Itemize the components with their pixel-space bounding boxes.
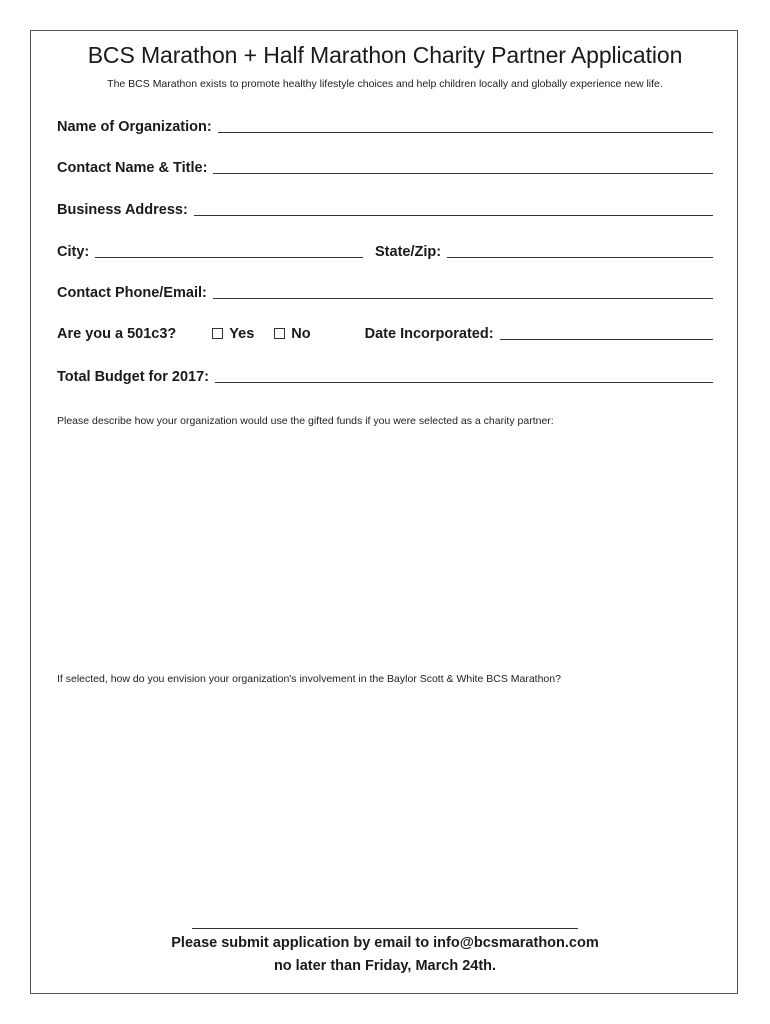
page-title: BCS Marathon + Half Marathon Charity Partner Application — [87, 42, 683, 68]
yes-label: Yes — [229, 326, 255, 342]
submit-instructions-line2: no later than Friday, March 24th. — [273, 958, 497, 974]
total-budget-label: Total Budget for 2017: — [57, 369, 209, 385]
501c3-options — [212, 325, 330, 343]
contact-name-label: Contact Name & Title: — [57, 160, 208, 176]
501c3-label: Are you a 501c3? — [57, 326, 177, 342]
business-address-label: Business Address: — [57, 202, 188, 218]
business-address-row — [57, 197, 713, 219]
total-budget-field[interactable] — [215, 381, 713, 383]
contact-name-row — [57, 155, 713, 177]
page-subtitle: The BCS Marathon exists to promote healthy lifestyle choices and help children locally and globally experience new life. — [107, 78, 663, 90]
state-zip-label: State/Zip: — [375, 244, 442, 260]
yes-checkbox[interactable] — [212, 328, 223, 339]
phone-email-row — [57, 280, 713, 302]
involvement-prompt: If selected, how do you envision your organization's involvement in the Baylor Scott & White BCS Marathon? — [57, 673, 561, 685]
phone-email-field[interactable] — [213, 297, 713, 299]
city-label: City: — [57, 244, 90, 260]
business-address-field[interactable] — [194, 214, 713, 216]
yes-option[interactable] — [212, 325, 254, 343]
funds-use-prompt: Please describe how your organization would use the gifted funds if you were selected as a charity partner: — [57, 415, 554, 427]
no-option[interactable] — [274, 325, 310, 343]
no-label: No — [291, 326, 311, 342]
date-incorporated-field[interactable] — [500, 338, 713, 340]
phone-email-label: Contact Phone/Email: — [57, 285, 207, 301]
contact-name-field[interactable] — [213, 172, 713, 174]
date-incorporated-label: Date Incorporated: — [364, 326, 494, 342]
total-budget-row — [57, 364, 713, 386]
state-zip-field[interactable] — [447, 256, 713, 258]
divider-line — [192, 928, 578, 929]
organization-field[interactable] — [218, 131, 713, 133]
city-state-row — [57, 239, 713, 261]
501c3-row — [57, 321, 713, 343]
organization-label: Name of Organization: — [57, 119, 212, 135]
organization-row — [57, 114, 713, 136]
city-field[interactable] — [95, 256, 363, 258]
submit-instructions-line1: Please submit application by email to info@bcsmarathon.com — [171, 935, 599, 951]
no-checkbox[interactable] — [274, 328, 285, 339]
